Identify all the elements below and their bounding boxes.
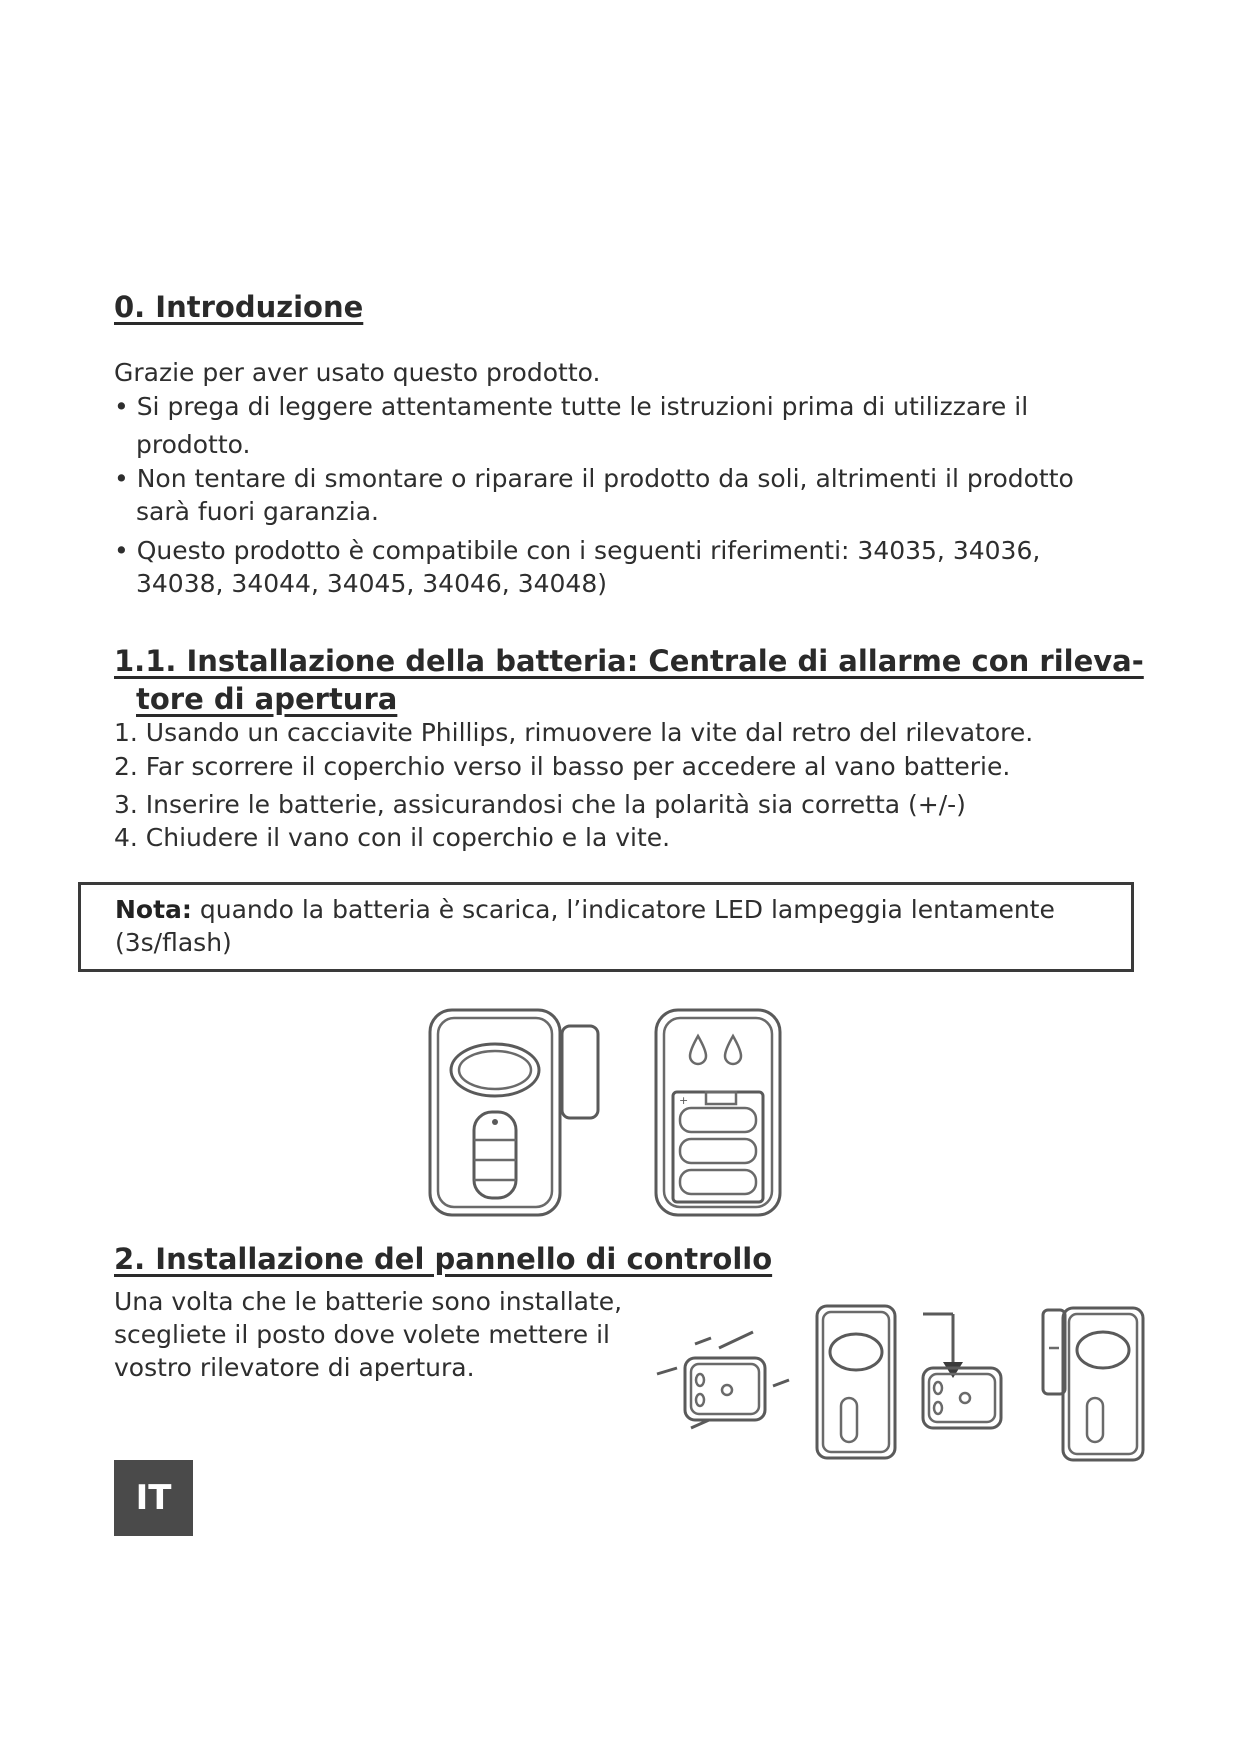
- battery-heading: 1.1. Installazione della batteria: Centrale di allarme con rileva-: [114, 644, 1144, 678]
- intro-bullet-2-cont: sarà fuori garanzia.: [136, 497, 379, 526]
- mounting-steps-illustration: [655, 1302, 1170, 1472]
- note-label: Nota:: [115, 895, 192, 924]
- battery-step-2: 2. Far scorrere il coperchio verso il basso per accedere al vano batterie.: [114, 752, 1011, 781]
- intro-thanks: Grazie per aver usato questo prodotto.: [114, 358, 601, 387]
- intro-bullet-3: • Questo prodotto è compatibile con i seguenti riferimenti: 34035, 34036,: [114, 536, 1041, 565]
- intro-bullet-2: • Non tentare di smontare o riparare il prodotto da soli, altrimenti il prodotto: [114, 464, 1074, 493]
- note-text: quando la batteria è scarica, l’indicatore LED lampeggia lentamente: [191, 895, 1055, 924]
- battery-heading-cont: tore di apertura: [136, 682, 398, 716]
- note-line-1: [115, 893, 1055, 926]
- back-plate-screws-icon: [657, 1332, 789, 1428]
- battery-step-3: 3. Inserire le batterie, assicurandosi che la polarità sia corretta (+/-): [114, 790, 966, 819]
- note-line-2: (3s/flash): [115, 928, 232, 957]
- svg-text:+: +: [679, 1094, 689, 1107]
- battery-step-1: 1. Usando un cacciavite Phillips, rimuovere la vite dal retro del rilevatore.: [114, 718, 1034, 747]
- panel-text-2: scegliete il posto dove volete mettere il: [114, 1320, 610, 1349]
- panel-text-3: vostro rilevatore di apertura.: [114, 1353, 475, 1382]
- panel-text-1: Una volta che le batterie sono installate,: [114, 1287, 623, 1316]
- note-box: [78, 882, 1134, 972]
- mounted-device-icon: [1043, 1308, 1143, 1460]
- intro-bullet-1: • Si prega di leggere attentamente tutte le istruzioni prima di utilizzare il: [114, 392, 1029, 421]
- intro-bullet-1-cont: prodotto.: [136, 430, 251, 459]
- intro-heading: 0. Introduzione: [114, 290, 364, 324]
- language-badge: IT: [114, 1460, 193, 1536]
- panel-heading: 2. Installazione del pannello di controllo: [114, 1242, 773, 1276]
- device-body-icon: [817, 1306, 895, 1458]
- plate-arrow-icon: [923, 1314, 1001, 1428]
- battery-step-4: 4. Chiudere il vano con il coperchio e la vite.: [114, 823, 671, 852]
- device-back-icon: [656, 1010, 780, 1215]
- device-front-back-illustration: [420, 1000, 800, 1224]
- intro-bullet-3-cont: 34038, 34044, 34045, 34046, 34048): [136, 569, 607, 598]
- device-front-icon: [430, 1010, 598, 1215]
